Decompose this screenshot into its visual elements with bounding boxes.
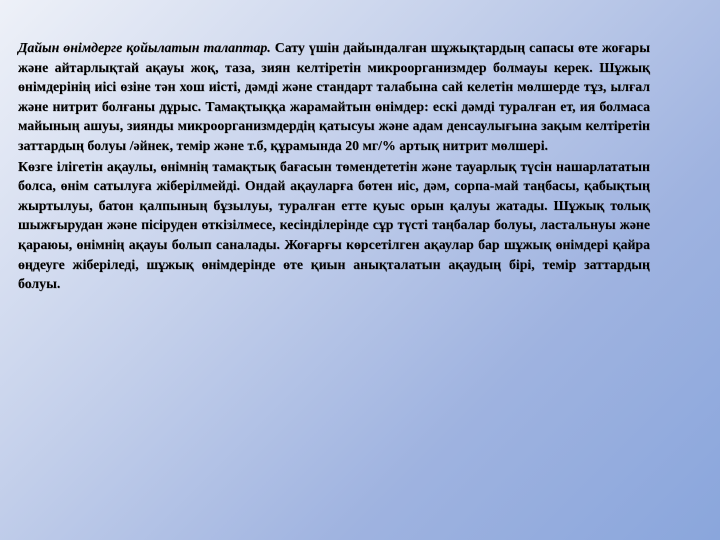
slide-text-block <box>18 38 650 294</box>
defects-paragraph: Көзге ілігетін ақаулы, өнімнің тамақтық бағасын төмендететін және тауарлық түсін нашарлататын болса, өнім сатылуға жіберілмейді. Ондай ақауларға бөтен иіс, дәм, сорпа-май таңбасы, қабықтың жыртылуы, батон қалпының бұзылуы, туралған етте қуыс орын қалуы жатады. Шұжық толық шыжғырудан және пісіруден өткізілмесе, кесінділерінде сұр түсті таңбалар болуы, ластальнуы және қараюы, өнімнің ақауы болып саналады. Жоғарғы көрсетілген ақаулар бар шұжық өнімдері қайра өңдеуге жіберіледі, шұжық өнімдерінде өте қиын анықталатын ақаудың бірі, темір заттардың болуы. <box>18 158 650 292</box>
section-lead-heading: Дайын өнімдерге қойылатын талаптар. <box>18 40 271 55</box>
requirements-paragraph <box>18 38 650 156</box>
requirements-body-text: Сату үшін дайындалған шұжықтардың сапасы өте жоғары және айтарлықтай ақауы жоқ, таза, зиян келтіретін микроорганизмдер болмауы керек. Шұжық өнімдерінің иісі өзіне тән хош иісті, дәмді және стандарт талабына сай келетін мөлшерде тұз, ылғал және нитрит болғаны дұрыс. Тамақтыққа жарамайтын өнімдер: ескі дәмді туралған ет, ия болмаса майының ашуы, зиянды микроорганизмдердің қатысуы және адам денсаулығына зақым келтіретін заттардың болуы /әйнек, темір және т.б, құрамында 20 мг/% артық нитрит мөлшері. <box>18 40 650 153</box>
